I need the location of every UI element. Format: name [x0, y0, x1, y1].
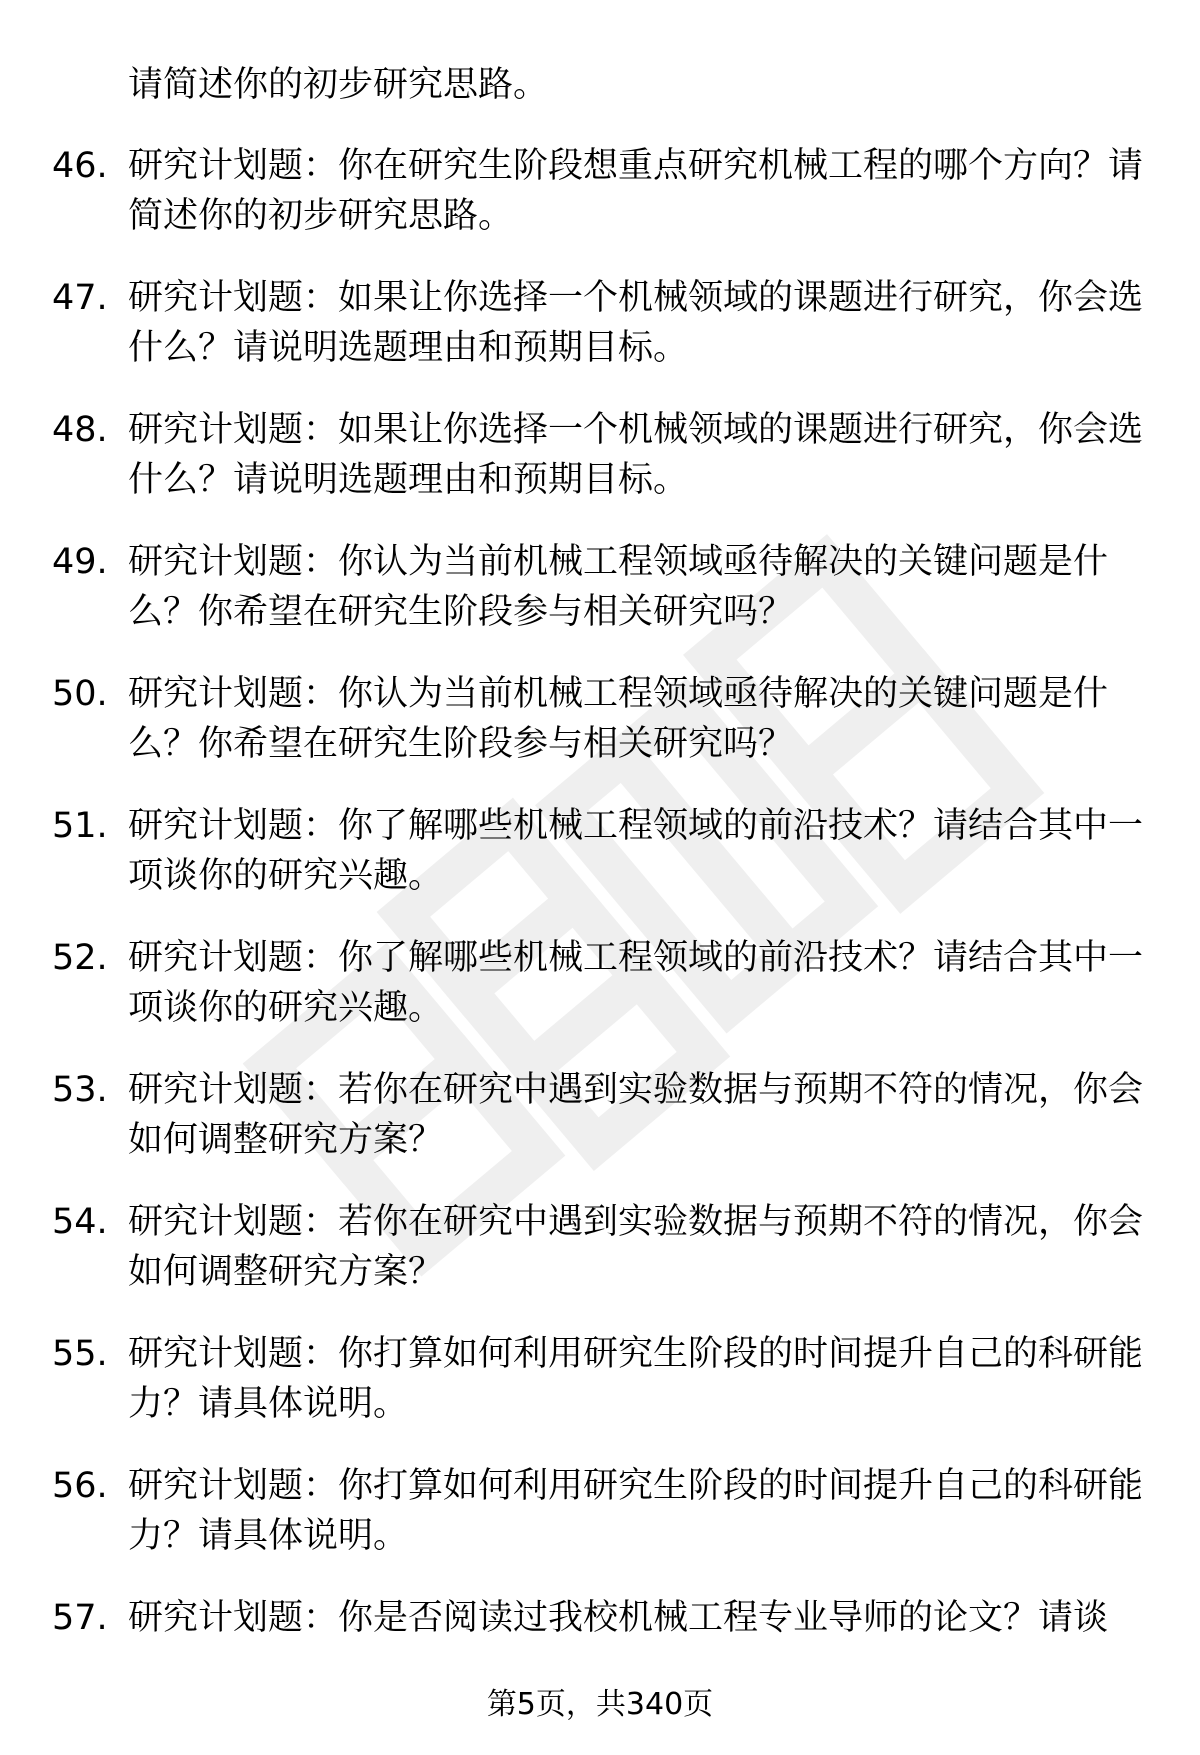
question-text: 研究计划题：若你在研究中遇到实验数据与预期不符的情况，你会如何调整研究方案？: [128, 1070, 1144, 1160]
question-number: 48.: [52, 410, 108, 450]
question-text: 研究计划题：你打算如何利用研究生阶段的时间提升自己的科研能力？请具体说明。: [128, 1334, 1144, 1424]
question-number: 55.: [52, 1334, 108, 1374]
page-footer: 第5页，共340页: [486, 1687, 714, 1722]
question-number: 57.: [52, 1598, 108, 1638]
question-item-56: [0, 1461, 1200, 1593]
question-text: 研究计划题：若你在研究中遇到实验数据与预期不符的情况，你会如何调整研究方案？: [128, 1202, 1144, 1292]
question-number: 54.: [52, 1202, 108, 1242]
question-text: 研究计划题：如果让你选择一个机械领域的课题进行研究，你会选什么？请说明选题理由和预期目标。: [128, 410, 1144, 500]
question-number: 50.: [52, 674, 108, 714]
continued-question-text: 请简述你的初步研究思路。: [128, 65, 549, 105]
question-number: 47.: [52, 278, 108, 318]
question-number: 52.: [52, 938, 108, 978]
question-text: 研究计划题：你认为当前机械工程领域亟待解决的关键问题是什么？你希望在研究生阶段参与相关研究吗？: [128, 674, 1109, 764]
question-item-55: [0, 1329, 1200, 1461]
question-number: 46.: [52, 146, 108, 186]
question-number: 51.: [52, 806, 108, 846]
question-text: 研究计划题：如果让你选择一个机械领域的课题进行研究，你会选什么？请说明选题理由和预期目标。: [128, 278, 1144, 368]
question-text: 研究计划题：你认为当前机械工程领域亟待解决的关键问题是什么？你希望在研究生阶段参与相关研究吗？: [128, 542, 1109, 632]
question-text: 研究计划题：你了解哪些机械工程领域的前沿技术？请结合其中一项谈你的研究兴趣。: [128, 938, 1144, 1028]
question-number: 49.: [52, 542, 108, 582]
question-item-51: [0, 801, 1200, 933]
question-number: 53.: [52, 1070, 108, 1110]
question-item-49: [0, 537, 1200, 669]
question-text: 研究计划题：你打算如何利用研究生阶段的时间提升自己的科研能力？请具体说明。: [128, 1466, 1144, 1556]
question-list: [0, 141, 1200, 1725]
question-item-50: [0, 669, 1200, 801]
question-text: 研究计划题：你是否阅读过我校机械工程专业导师的论文？请谈: [128, 1598, 1109, 1638]
question-item-54: [0, 1197, 1200, 1329]
question-item-52: [0, 933, 1200, 1065]
question-item-47: [0, 273, 1200, 405]
question-item-53: [0, 1065, 1200, 1197]
question-number: 56.: [52, 1466, 108, 1506]
question-item-48: [0, 405, 1200, 537]
question-text: 研究计划题：你了解哪些机械工程领域的前沿技术？请结合其中一项谈你的研究兴趣。: [128, 806, 1144, 896]
question-item-46: [0, 141, 1200, 273]
question-text: 研究计划题：你在研究生阶段想重点研究机械工程的哪个方向？请简述你的初步研究思路。: [128, 146, 1144, 236]
